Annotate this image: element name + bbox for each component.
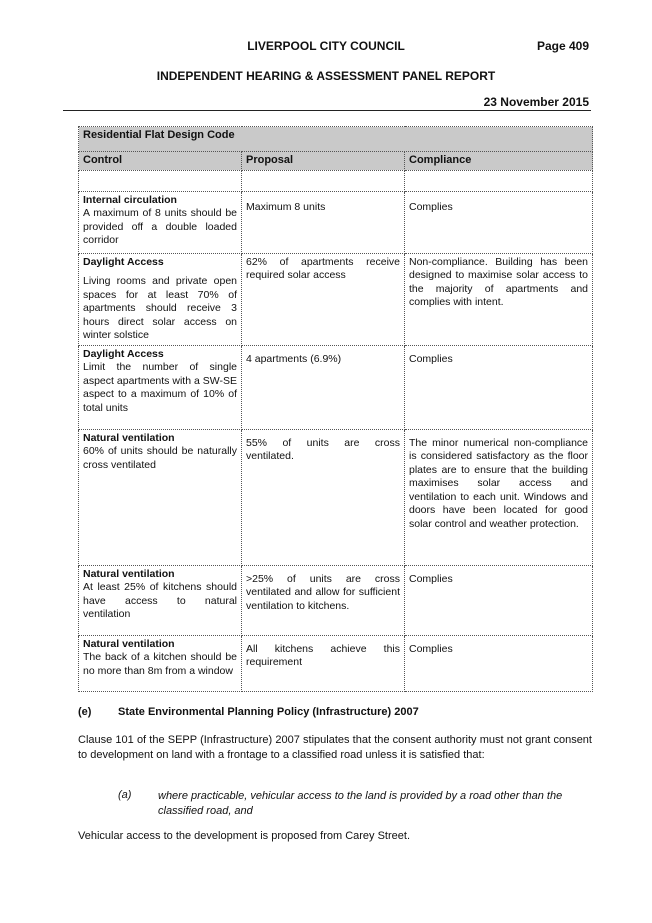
compliance-cell: Complies [405, 345, 593, 429]
table-title: Residential Flat Design Code [79, 127, 593, 152]
table-spacer-row [79, 170, 593, 191]
section-title: State Environmental Planning Policy (Infrastructure) 2007 [118, 706, 419, 718]
section-paragraph: Clause 101 of the SEPP (Infrastructure) 2007 stipulates that the consent authority must not grant consent to development on land with a frontage to a classified road unless it is satisfied that: [78, 734, 592, 761]
control-cell [79, 565, 242, 635]
proposal-cell: Maximum 8 units [242, 191, 405, 253]
proposal-cell: 4 apartments (6.9%) [242, 345, 405, 429]
closing-paragraph: Vehicular access to the development is proposed from Carey Street. [78, 830, 411, 842]
control-text: A maximum of 8 units should be provided off a double loaded corridor [83, 207, 237, 246]
proposal-cell: >25% of units are cross ventilated and allow for sufficient ventilation to kitchens. [242, 565, 405, 635]
control-cell [79, 429, 242, 565]
proposal-cell: All kitchens achieve this requirement [242, 635, 405, 691]
control-title: Natural ventilation [83, 567, 175, 580]
compliance-cell: Complies [405, 635, 593, 691]
table-row [79, 345, 593, 429]
table-title-row [79, 127, 593, 152]
control-title: Natural ventilation [83, 637, 175, 650]
report-title: INDEPENDENT HEARING & ASSESSMENT PANEL REPORT [156, 69, 496, 83]
control-cell [79, 253, 242, 345]
compliance-cell: Complies [405, 191, 593, 253]
table-row [79, 565, 593, 635]
control-title: Daylight Access [83, 347, 164, 360]
column-header-control: Control [79, 152, 242, 171]
control-title: Internal circulation [83, 193, 177, 206]
page-number: Page 409 [536, 39, 589, 53]
table-header-row [79, 152, 593, 171]
design-code-table [78, 126, 593, 692]
control-title: Daylight Access [83, 255, 164, 268]
report-date: 23 November 2015 [483, 95, 589, 109]
table-row [79, 429, 593, 565]
column-header-proposal: Proposal [242, 152, 405, 171]
control-text: The back of a kitchen should be no more than 8m from a window [83, 651, 237, 677]
control-text: Limit the number of single aspect apartments with a SW-SE aspect to a maximum of 10% of total units [83, 361, 237, 414]
control-cell [79, 635, 242, 691]
table-row [79, 191, 593, 253]
control-text: 60% of units should be naturally cross ventilated [83, 445, 237, 471]
compliance-cell: Complies [405, 565, 593, 635]
control-cell [79, 345, 242, 429]
table-row [79, 635, 593, 691]
header-rule [63, 110, 591, 111]
section-label: (e) [78, 706, 92, 718]
proposal-cell: 62% of apartments receive required solar access [242, 253, 405, 345]
control-cell [79, 191, 242, 253]
compliance-cell: The minor numerical non-compliance is considered satisfactory as the floor plates are to ensure that the building maximises solar access and ventilation to each unit. Windows and doors have been located for good solar control and weather protection. [405, 429, 593, 565]
control-title: Natural ventilation [83, 431, 175, 444]
proposal-cell: 55% of units are cross ventilated. [242, 429, 405, 565]
table-row [79, 253, 593, 345]
list-item-label: (a) [118, 789, 132, 801]
control-text: At least 25% of kitchens should have access to natural ventilation [83, 581, 237, 620]
column-header-compliance: Compliance [405, 152, 593, 171]
control-text: Living rooms and private open spaces for at least 70% of apartments should receive 3 hours direct solar access on winter solstice [83, 275, 237, 341]
council-name: LIVERPOOL CITY COUNCIL [247, 39, 405, 53]
list-item-text: where practicable, vehicular access to the land is provided by a road other than the classified road, and [158, 790, 563, 817]
compliance-cell: Non-compliance. Building has been designed to maximise solar access to the majority of apartments and complies with intent. [405, 253, 593, 345]
